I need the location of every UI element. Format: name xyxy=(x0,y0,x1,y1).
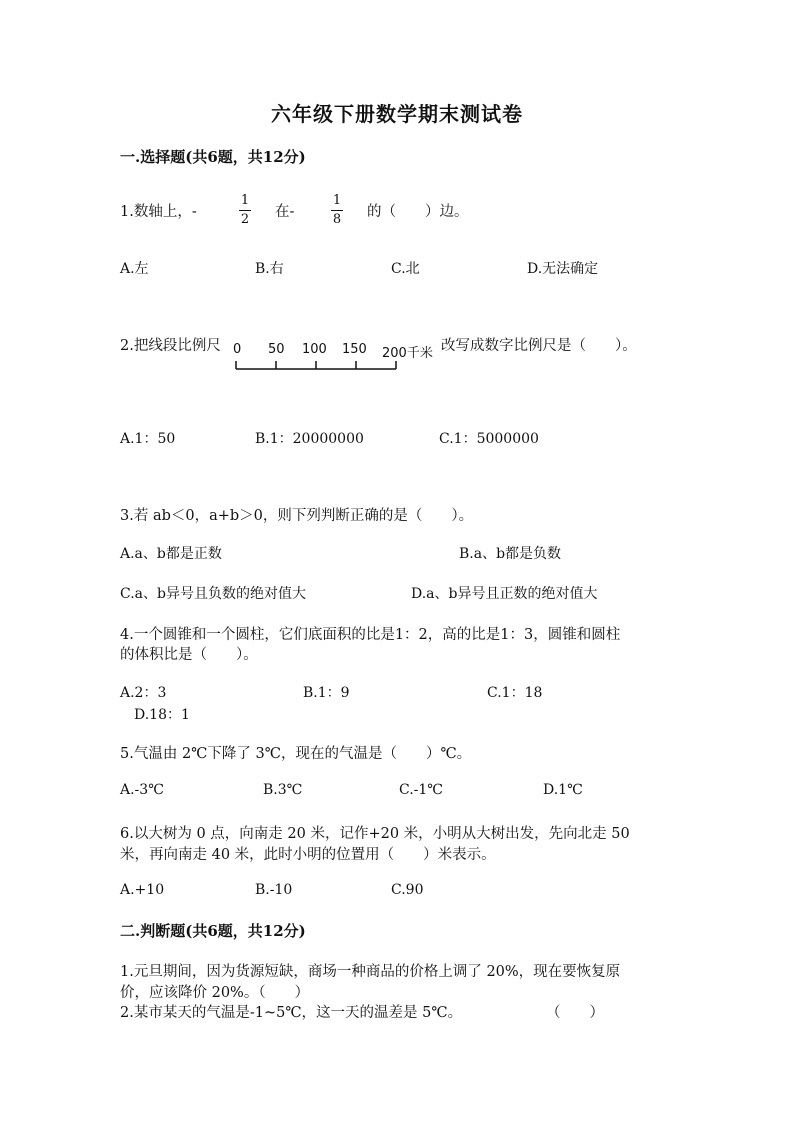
fraction-numerator: 1 xyxy=(332,193,342,208)
section-heading-choice: 一.选择题(共6题，共12分) xyxy=(120,148,306,166)
scale-label-200: 200千米 xyxy=(382,346,433,361)
judgment-1-line-1: 1.元旦期间，因为货源短缺，商场一种商品的价格上调了 20%，现在要恢复原 xyxy=(120,964,621,980)
question-4-line-2: 的体积比是（ ）。 xyxy=(120,647,258,663)
judgment-1-line-2: 价，应该降价 20%。（ ） xyxy=(120,985,310,1001)
question-3: 3.若 ab＜0，a+b＞0，则下列判断正确的是（ ）。 xyxy=(120,508,474,524)
fraction-one-eighth xyxy=(331,194,343,227)
question-1-prefix: 1.数轴上，- xyxy=(120,204,197,220)
fraction-denominator: 2 xyxy=(240,212,250,227)
option-a: A.+10 xyxy=(120,882,165,898)
option-b: B.a、b都是负数 xyxy=(459,546,562,562)
option-c: C.90 xyxy=(391,882,424,898)
fraction-one-half xyxy=(239,194,251,227)
scale-label-0: 0 xyxy=(233,342,242,357)
option-a: A.a、b都是正数 xyxy=(120,546,222,562)
option-c: C.北 xyxy=(391,261,420,277)
scale-label-150: 150 xyxy=(342,342,367,357)
option-a: A.2：3 xyxy=(120,685,167,701)
question-5: 5.气温由 2℃下降了 3℃，现在的气温是（ ）℃。 xyxy=(120,746,472,762)
question-1-suffix: 的（ ）边。 xyxy=(367,204,469,220)
option-c: C.a、b异号且负数的绝对值大 xyxy=(120,586,306,602)
scale-label-100: 100 xyxy=(302,342,327,357)
option-c: C.1：5000000 xyxy=(439,431,539,447)
scale-label-50: 50 xyxy=(268,342,285,357)
fraction-denominator: 8 xyxy=(332,212,342,227)
option-b: B.3℃ xyxy=(263,782,303,798)
question-6-line-2: 米，再向南走 40 米，此时小明的位置用（ ）米表示。 xyxy=(120,847,496,863)
option-c: C.-1℃ xyxy=(399,782,443,798)
option-a: A.左 xyxy=(120,261,149,277)
option-d: D.1℃ xyxy=(543,782,583,798)
option-b: B.1：9 xyxy=(303,685,350,701)
option-d: D.无法确定 xyxy=(527,261,599,277)
option-b: B.1：20000000 xyxy=(255,431,364,447)
question-2-prefix: 2.把线段比例尺 xyxy=(120,338,221,354)
question-2-suffix: 改写成数字比例尺是（ ）。 xyxy=(441,338,637,354)
question-1-mid: 在- xyxy=(275,204,295,220)
question-6-line-1: 6.以大树为 0 点，向南走 20 米，记作+20 米，小明从大树出发，先向北走 50 xyxy=(120,826,630,842)
option-a: A.-3℃ xyxy=(120,782,164,798)
option-b: B.-10 xyxy=(255,882,293,898)
judgment-2-answer-paren: （ ） xyxy=(546,1005,604,1021)
page-title: 六年级下册数学期末测试卷 xyxy=(271,102,523,126)
judgment-2: 2.某市某天的气温是-1~5℃，这一天的温差是 5℃。 xyxy=(120,1005,463,1021)
option-d: D.a、b异号且正数的绝对值大 xyxy=(411,586,598,602)
option-b: B.右 xyxy=(255,261,284,277)
option-d: D.18：1 xyxy=(134,707,190,723)
option-c: C.1：18 xyxy=(487,685,543,701)
question-4-line-1: 4.一个圆锥和一个圆柱，它们底面积的比是1：2，高的比是1：3，圆锥和圆柱 xyxy=(120,627,621,643)
fraction-numerator: 1 xyxy=(240,193,250,208)
section-heading-judgment: 二.判断题(共6题，共12分) xyxy=(120,922,306,940)
option-a: A.1：50 xyxy=(120,431,176,447)
scale-bar xyxy=(232,358,402,372)
